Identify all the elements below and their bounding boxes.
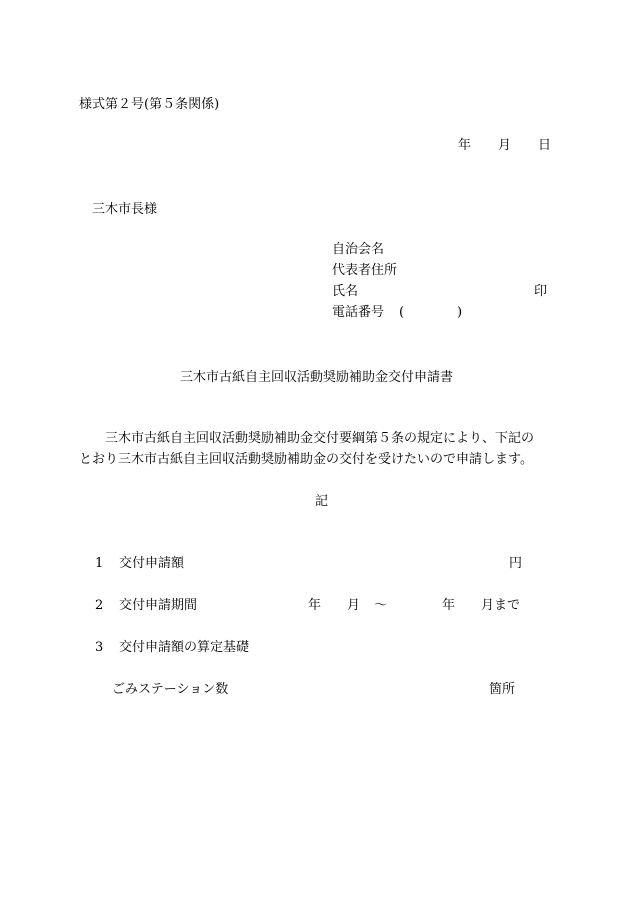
- date-day: 日: [538, 138, 552, 153]
- item-1-label: 交付申請額: [119, 556, 185, 571]
- representative-address-label: 代表者住所: [332, 263, 398, 278]
- item-2-start-year: 年: [308, 598, 322, 613]
- stations-unit: 箇所: [489, 682, 516, 697]
- item-2-end-month: 月まで: [481, 598, 521, 613]
- addressee: 三木市長様: [92, 202, 158, 217]
- item-2-start-month: 月: [347, 598, 361, 613]
- seal-mark: 印: [534, 284, 548, 299]
- stations-label: ごみステーション数: [112, 682, 229, 697]
- item-2-label: 交付申請期間: [119, 598, 198, 613]
- form-number: 様式第２号(第５条関係): [79, 97, 220, 112]
- body-line-2: とおり三木市古紙自主回収活動奨励補助金の交付を受けたいので申請します。: [79, 452, 533, 467]
- name-label: 氏名: [332, 284, 359, 299]
- phone-open-paren: (: [399, 305, 405, 320]
- item-2-number: 2: [95, 598, 104, 613]
- item-3-number: 3: [95, 640, 104, 655]
- item-3-label: 交付申請額の算定基礎: [119, 640, 250, 655]
- body-line-1: 三木市古紙自主回収活動奨励補助金交付要綱第５条の規定により、下記の: [105, 431, 535, 446]
- item-2-end-year: 年: [442, 598, 456, 613]
- document-title: 三木市古紙自主回収活動奨励補助金交付申請書: [180, 370, 454, 385]
- date-year: 年: [458, 138, 472, 153]
- phone-label: 電話番号: [332, 305, 385, 320]
- item-2-tilde: ～: [374, 598, 388, 613]
- date-month: 月: [498, 138, 512, 153]
- phone-close-paren: ): [457, 305, 463, 320]
- item-1-unit: 円: [509, 556, 523, 571]
- item-1-number: 1: [95, 556, 104, 571]
- association-name-label: 自治会名: [332, 242, 385, 257]
- ki-heading: 記: [315, 494, 329, 509]
